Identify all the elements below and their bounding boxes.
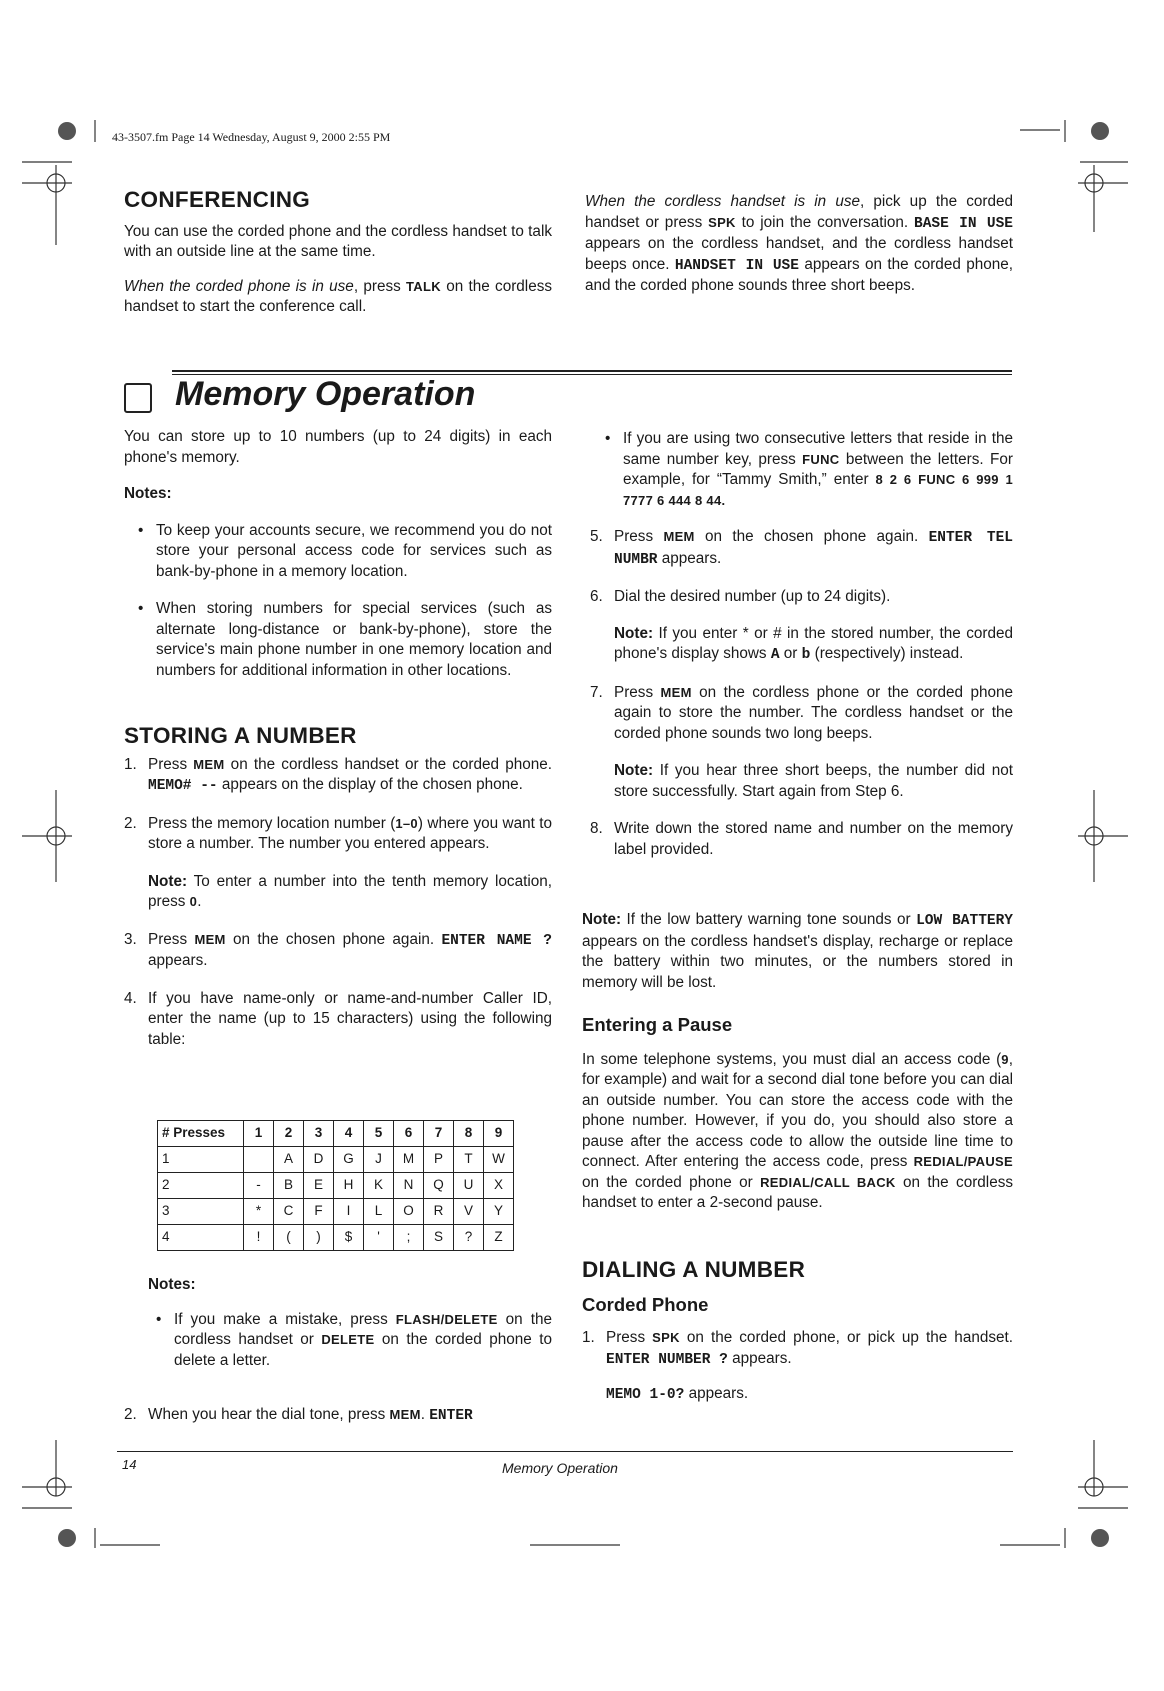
key-label: MEM [193, 756, 225, 772]
list-item [605, 429, 1013, 525]
text-run: on the cordless phone or the corded phone again to store the number. The cordless handset or the corded phone sounds two long beeps. [614, 683, 1013, 742]
text-run: When the corded phone is in use [124, 277, 354, 295]
table-cell: V [454, 1199, 484, 1225]
text-run: on the corded phone, or pick up the handset. [679, 1329, 1013, 1346]
memory-intro-section [124, 427, 552, 695]
table-cell: 6 [394, 1121, 424, 1147]
text-run: , for example) and wait for a second dial tone before you can dial an outside number. You can store the access code with the phone number. However, if you do, you should also store a pause after the access code to allow the outside line time to connect. After entering the access code, press [582, 1050, 1013, 1170]
text-run: Note: [614, 624, 654, 642]
text-run: on the corded phone or [582, 1173, 761, 1191]
table-row [158, 1225, 514, 1251]
table-cell: 4 [334, 1121, 364, 1147]
text-run: Press the memory location number ( [148, 814, 396, 832]
color-bar-icon [58, 1529, 76, 1547]
table-cell: D [304, 1147, 334, 1173]
text-run: appears on the corded phone, and the corded phone sounds three short beeps. [585, 255, 1013, 294]
text-run: Note: [148, 872, 188, 890]
step-number: 3. [124, 930, 137, 948]
table-cell: A [274, 1147, 304, 1173]
step-item [124, 989, 552, 1051]
conferencing-section [124, 187, 553, 332]
display-text: ENTER TEL NUMBR [614, 530, 1013, 568]
color-bar-icon [1091, 1529, 1109, 1547]
table-cell: Y [484, 1199, 514, 1225]
footer-section-title: Memory Operation [502, 1460, 618, 1476]
key-label: REDIAL/PAUSE [913, 1154, 1013, 1169]
display-text: ENTER NAME ? [441, 932, 553, 949]
table-cell: M [394, 1147, 424, 1173]
text-run: When storing numbers for special services (such as alternate long-distance or bank-by-phone), store the service's main phone number in one memory location and numbers for additional information in other locations. [156, 600, 552, 679]
table-cell: U [454, 1173, 484, 1199]
table-cell: 3 [304, 1121, 334, 1147]
table-cell: 7 [424, 1121, 454, 1147]
table-header-row [158, 1121, 514, 1147]
table-cell: Q [424, 1173, 454, 1199]
table-cell: ) [304, 1225, 334, 1251]
section-heading: STORING A NUMBER [124, 723, 357, 748]
table-row [158, 1173, 514, 1199]
table-cell: T [454, 1147, 484, 1173]
table-cell: E [304, 1173, 334, 1199]
subsection-heading: Corded Phone [582, 1293, 709, 1315]
table-cell: K [364, 1173, 394, 1199]
step-item [590, 819, 1013, 860]
text-run: Press [614, 528, 664, 545]
table-cell: R [424, 1199, 454, 1225]
table-cell: G [334, 1147, 364, 1173]
table-cell: ? [454, 1225, 484, 1251]
key-label: 8 2 6 FUNC 6 999 1 7777 6 444 8 44. [623, 472, 1013, 508]
table-cell: I [334, 1199, 364, 1225]
text-run: Press [606, 1329, 653, 1346]
step-item [590, 683, 1013, 745]
step-number: 8. [590, 820, 603, 837]
section-heading: DIALING A NUMBER [582, 1257, 806, 1282]
checkbox-square-icon [124, 383, 152, 413]
key-label: TALK [406, 278, 441, 294]
text-run: , press [353, 277, 407, 295]
battery-note [582, 910, 1013, 993]
text-run: Press [148, 930, 195, 948]
table-cell: ! [244, 1225, 274, 1251]
key-label: MEM [663, 529, 695, 544]
registration-mark-icon [22, 162, 72, 245]
table-cell: 4 [158, 1225, 244, 1251]
text-run: If you are using two consecutive letters that reside in the same number key, press [623, 430, 1013, 468]
text-run: Press [614, 683, 661, 701]
key-label: FUNC [802, 451, 840, 467]
key-label: 9 [1001, 1051, 1009, 1067]
step-number: 2. [124, 814, 137, 832]
text-run: between the letters. For example, for “Tammy Smith,” enter [623, 450, 1013, 488]
text-run: appears. [657, 549, 722, 567]
step-number: 2. [124, 1406, 137, 1423]
table-cell: * [244, 1199, 274, 1225]
text-run: on the chosen phone again. [225, 930, 442, 948]
color-bar-icon [1091, 122, 1109, 140]
table-cell: ; [394, 1225, 424, 1251]
table-cell: # Presses [158, 1121, 244, 1147]
list-item [148, 1310, 552, 1372]
list-item [124, 599, 552, 681]
text-run: When the cordless handset is in use [585, 193, 860, 210]
note [148, 872, 552, 913]
step-item [124, 1405, 552, 1427]
key-label: SPK [652, 1330, 680, 1345]
table-cell: 2 [158, 1173, 244, 1199]
text-run: appears on the cordless handset's display, recharge or replace the battery within two minutes, or the numbers stored in memory will be lost. [582, 932, 1013, 991]
text-run: on the cordless handset or [174, 1310, 553, 1348]
table-cell: S [424, 1225, 454, 1251]
text-run: When you hear the dial tone, press [148, 1406, 390, 1423]
step-item [124, 814, 552, 855]
step-item [582, 1328, 1013, 1370]
bullet-icon: • [138, 600, 144, 617]
table-cell: 2 [274, 1121, 304, 1147]
text-run: You can use the corded phone and the cordless handset to talk with an outside line at the same time. [124, 222, 552, 260]
text-run: appears on the display of the chosen phone. [217, 776, 523, 793]
registration-mark-icon [1078, 162, 1128, 232]
display-text: LOW BATTERY [916, 913, 1013, 929]
bullet-icon: • [138, 521, 144, 539]
step-number: 5. [590, 528, 603, 545]
page-number: 14 [122, 1457, 137, 1472]
table-cell: Z [484, 1225, 514, 1251]
step-item [124, 755, 552, 797]
table-cell: 9 [484, 1121, 514, 1147]
table-cell: H [334, 1173, 364, 1199]
step-number: 4. [124, 989, 137, 1007]
step-item [124, 930, 552, 972]
footer-divider [117, 1451, 1013, 1452]
color-bar-icon [58, 122, 76, 140]
table-cell: 5 [364, 1121, 394, 1147]
key-label: MEM [194, 931, 226, 947]
step-continuation [606, 1384, 1013, 1406]
conferencing-cordless-paragraph [585, 192, 1013, 297]
text-run: on the cordless handset to start the conference call. [124, 277, 553, 315]
table-cell [244, 1147, 274, 1173]
text-run: You can store up to 10 numbers (up to 24 digits) in each phone's memory. [124, 428, 552, 466]
table-cell: P [424, 1147, 454, 1173]
table-cell: ( [274, 1225, 304, 1251]
step-number: 7. [590, 683, 603, 701]
display-text: BASE IN USE [914, 215, 1013, 232]
subsection-heading: Entering a Pause [582, 1014, 733, 1035]
text-run: to join the conversation. [735, 213, 914, 231]
step-number: 1. [582, 1329, 595, 1346]
page-title: Memory Operation [175, 375, 476, 413]
pause-section [582, 1015, 1013, 1228]
key-label: 0 [189, 894, 198, 909]
text-run: In some telephone systems, you must dial an access code ( [582, 1050, 1002, 1068]
text-run: on the corded phone to delete a letter. [174, 1331, 552, 1369]
display-text: HANDSET IN USE [674, 257, 799, 274]
table-cell: X [484, 1173, 514, 1199]
storing-notes [148, 1275, 552, 1385]
table-row [158, 1199, 514, 1225]
text-run: If the low battery warning tone sounds or [621, 911, 917, 928]
table-cell: F [304, 1199, 334, 1225]
display-text: ENTER NUMBER ? [606, 1351, 728, 1368]
text-run: Dial the desired number (up to 24 digits). [614, 588, 891, 605]
text-run: Note: [614, 762, 654, 779]
bullet-icon: • [156, 1310, 162, 1328]
table-cell: J [364, 1147, 394, 1173]
section-heading: CONFERENCING [124, 187, 311, 212]
text-run: , pick up the corded handset or press [585, 193, 1013, 231]
text-run: If you enter * or # in the stored number, the corded phone's display shows [614, 624, 1013, 662]
key-label: SPK [708, 214, 736, 230]
storing-steps-continued [590, 527, 1013, 874]
step-number: 6. [590, 588, 603, 605]
key-label: FLASH/DELETE [395, 1311, 498, 1327]
paragraph [582, 1050, 1013, 1214]
notes-label: Notes: [148, 1276, 196, 1293]
table-cell: ' [364, 1225, 394, 1251]
table-cell: C [274, 1199, 304, 1225]
text-run: appears. [684, 1385, 749, 1402]
display-text: b [801, 647, 811, 663]
text-run: To keep your accounts secure, we recommend you do not store your personal access code for services such as bank-by-phone in a memory location. [156, 521, 552, 580]
table-cell: $ [334, 1225, 364, 1251]
bullet-icon: • [605, 430, 611, 447]
text-run: appears. [148, 952, 208, 969]
text-run: ) where you want to store a number. The number you entered appears. [148, 814, 552, 852]
display-text: MEMO 1-0? [606, 1387, 685, 1403]
table-cell: N [394, 1173, 424, 1199]
display-text: ENTER [429, 1408, 473, 1424]
table-cell: B [274, 1173, 304, 1199]
paragraph [124, 222, 552, 263]
table-cell: L [364, 1199, 394, 1225]
text-run: If you make a mistake, press [174, 1310, 396, 1328]
text-run: Note: [582, 911, 622, 928]
table-cell: - [244, 1173, 274, 1199]
text-run: If you have name-only or name-and-number Caller ID, enter the name (up to 15 characters) using the following table: [148, 989, 552, 1048]
text-run: on the cordless handset to enter a 2-second pause. [582, 1173, 1013, 1211]
registration-mark-icon [1078, 1440, 1128, 1508]
table-cell: W [484, 1147, 514, 1173]
key-label: DELETE [321, 1332, 375, 1347]
key-label: MEM [660, 684, 692, 700]
table-cell: 1 [244, 1121, 274, 1147]
text-run: appears on the cordless handset, and the cordless handset beeps once. [585, 235, 1013, 273]
step-number: 1. [124, 755, 137, 773]
dialing-section [582, 1257, 1013, 1420]
text-run: . [197, 893, 202, 910]
text-run: If you hear three short beeps, the number did not store successfully. Start again from Step 6. [614, 762, 1013, 800]
text-run: appears. [727, 1349, 792, 1367]
text-run: or [779, 645, 802, 662]
text-run: on the chosen phone again. [694, 528, 929, 545]
step-item [590, 527, 1013, 570]
divider [172, 370, 1012, 372]
paragraph [124, 427, 552, 468]
display-text: A [770, 647, 780, 663]
text-run: Press [148, 755, 194, 773]
text-run: (respectively) instead. [810, 645, 964, 662]
storing-section [124, 723, 553, 1064]
character-table [157, 1120, 514, 1251]
table-row [158, 1147, 514, 1173]
registration-mark-icon [1078, 790, 1128, 882]
key-label: REDIAL/CALL BACK [760, 1174, 896, 1190]
text-run: . [420, 1406, 430, 1423]
table-cell: 8 [454, 1121, 484, 1147]
text-run: To enter a number into the tenth memory location, press [148, 872, 552, 910]
display-text: MEMO# -- [148, 778, 218, 794]
note [614, 761, 1013, 802]
key-label: MEM [389, 1407, 421, 1422]
table-cell: O [394, 1199, 424, 1225]
table-cell: 1 [158, 1147, 244, 1173]
registration-mark-icon [22, 790, 72, 882]
file-info-header: 43-3507.fm Page 14 Wednesday, August 9, 2000 2:55 PM [112, 130, 391, 144]
notes-label: Notes: [124, 485, 172, 502]
note [614, 624, 1013, 666]
step-item [590, 587, 1013, 608]
list-item [124, 521, 552, 583]
paragraph [124, 277, 552, 318]
registration-mark-icon [22, 1440, 72, 1508]
text-run: on the cordless handset or the corded phone. [224, 755, 552, 773]
text-run: Write down the stored name and number on the memory label provided. [614, 820, 1013, 858]
table-cell: 3 [158, 1199, 244, 1225]
key-label: 1–0 [395, 815, 418, 831]
